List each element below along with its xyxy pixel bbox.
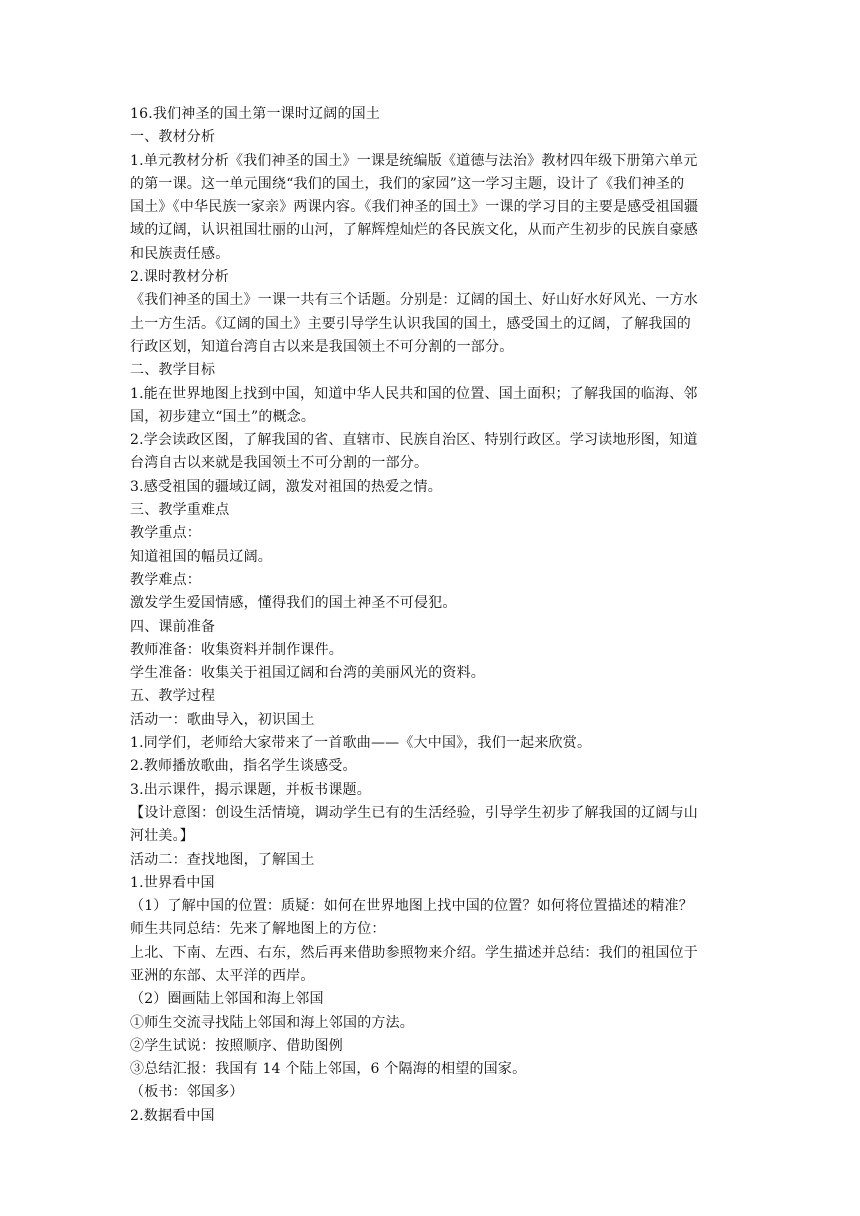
paragraph-line: 2.学会读政区图，了解我国的省、直辖市、民族自治区、特别行政区。学习读地形图，知道 <box>130 432 698 449</box>
paragraph-line: 和民族责任感。 <box>130 245 230 262</box>
paragraph-line: （板书：邻国多） <box>130 1084 244 1101</box>
section-heading: 二、教学目标 <box>130 362 216 379</box>
paragraph-line: 亚洲的东部、太平洋的西岸。 <box>130 967 315 984</box>
paragraph-line: 《我们神圣的国土》一课一共有三个话题。分别是：辽阔的国土、好山好水好风光、一方水 <box>130 292 698 309</box>
activity-heading: 活动二：查找地图，了解国土 <box>130 851 315 868</box>
paragraph-line: 上北、下南、左西、右东，然后再来借助参照物来介绍。学生描述并总结：我们的祖国位于 <box>130 944 698 961</box>
paragraph-line: 师生共同总结：先来了解地图上的方位： <box>130 921 386 938</box>
paragraph-line: 3.出示课件，揭示课题，并板书课题。 <box>130 781 371 798</box>
paragraph-line: 土一方生活。《辽阔的国土》主要引导学生认识我国的国土，感受国土的辽阔，了解我国的 <box>130 315 691 332</box>
paragraph-line: 学生准备：收集关于祖国辽阔和台湾的美丽风光的资料。 <box>130 665 485 682</box>
paragraph-line: 国土》《中华民族一家亲》两课内容。《我们神圣的国土》一课的学习目的主要是感受祖国疆 <box>130 199 699 216</box>
section-heading: 四、课前准备 <box>130 618 216 635</box>
paragraph-line: 1.能在世界地图上找到中国，知道中华人民共和国的位置、国土面积；了解我国的临海、邻 <box>130 385 698 402</box>
paragraph-line: 1.同学们，老师给大家带来了一首歌曲——《大中国》，我们一起来欣赏。 <box>130 735 592 752</box>
paragraph-line: （1）了解中国的位置：质疑：如何在世界地图上找中国的位置？如何将位置描述的精准？ <box>130 898 693 915</box>
paragraph-line: 台湾自古以来就是我国领土不可分割的一部分。 <box>130 455 429 472</box>
document-page <box>130 103 730 1128</box>
paragraph-line: 3.感受祖国的疆域辽阔，激发对祖国的热爱之情。 <box>130 478 442 495</box>
document-title: 16.我们神圣的国土第一课时辽阔的国土 <box>130 106 381 122</box>
paragraph-line: （2）圈画陆上邻国和海上邻国 <box>130 991 324 1008</box>
paragraph-line: 【设计意图：创设生活情境，调动学生已有的生活经验，引导学生初步了解我国的辽阔与山 <box>130 804 698 821</box>
section-heading: 三、教学重难点 <box>130 502 230 519</box>
paragraph-line: 教学重点： <box>130 525 201 542</box>
subsection-heading: 2.课时教材分析 <box>130 269 229 286</box>
section-heading: 五、教学过程 <box>130 688 216 705</box>
subsection-heading: 1.世界看中国 <box>130 874 215 891</box>
paragraph-line: 域的辽阔，认识祖国壮丽的山河，了解辉煌灿烂的各民族文化，从而产生初步的民族自豪感 <box>130 222 698 239</box>
subsection-heading: 2.数据看中国 <box>130 1107 215 1124</box>
paragraph-line: 的第一课。这一单元围绕“我们的国土，我们的家园”这一学习主题，设计了《我们神圣的 <box>130 175 685 192</box>
section-heading: 一、教材分析 <box>130 129 216 146</box>
paragraph-line: 2.教师播放歌曲，指名学生谈感受。 <box>130 758 357 775</box>
paragraph-line: 教师准备：收集资料并制作课件。 <box>130 641 343 658</box>
paragraph-line: ①师生交流寻找陆上邻国和海上邻国的方法。 <box>130 1014 414 1031</box>
paragraph-line: 教学难点： <box>130 571 201 588</box>
activity-heading: 活动一：歌曲导入，初识国土 <box>130 711 315 728</box>
paragraph-line: 激发学生爱国情感，懂得我们的国土神圣不可侵犯。 <box>130 595 457 612</box>
paragraph-line: ②学生试说：按照顺序、借助图例 <box>130 1037 343 1054</box>
paragraph-line: 国，初步建立“国土”的概念。 <box>130 408 316 425</box>
paragraph-line: 行政区划，知道台湾自古以来是我国领土不可分割的一部分。 <box>130 338 514 355</box>
paragraph-line: 1.单元教材分析《我们神圣的国土》一课是统编版《道德与法治》教材四年级下册第六单元 <box>130 152 698 169</box>
paragraph-line: 河壮美。】 <box>130 828 194 845</box>
paragraph-line: 知道祖国的幅员辽阔。 <box>130 548 272 565</box>
paragraph-line: ③总结汇报：我国有 14 个陆上邻国，6 个隔海的相望的国家。 <box>130 1061 527 1078</box>
